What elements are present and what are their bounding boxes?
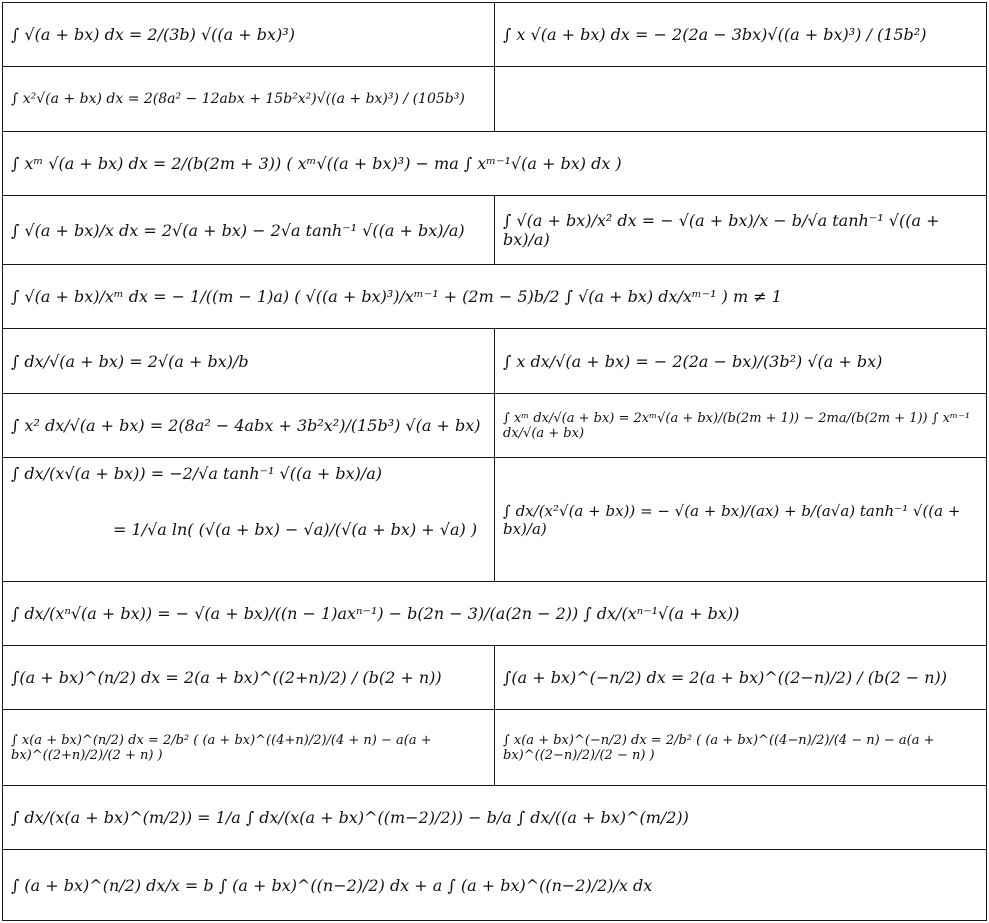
table-cell [2, 393, 495, 458]
table-cell [2, 849, 987, 921]
table-cell [2, 66, 495, 132]
formula: ∫(a + bx)^(n/2) dx = 2(a + bx)^((2+n)/2) / (b(2 + n)) [11, 668, 442, 687]
integral-table [2, 2, 987, 921]
formula: ∫ xᵐ √(a + bx) dx = 2/(b(2m + 3)) ( xᵐ√((a + bx)³) − ma ∫ xᵐ⁻¹√(a + bx) dx ) [11, 154, 622, 173]
formula: ∫ dx/√(a + bx) = 2√(a + bx)/b [11, 351, 249, 371]
formula: ∫ x(a + bx)^(n/2) dx = 2/b² ( (a + bx)^((4+n)/2)/(4 + n) − a(a + bx)^((2+n)/2)/(2 + n) ) [11, 732, 432, 763]
formula: ∫ √(a + bx)/x² dx = − √(a + bx)/x − b/√a tanh⁻¹ √((a + bx)/a) [503, 211, 940, 249]
formula: ∫ x(a + bx)^(−n/2) dx = 2/b² ( (a + bx)^((4−n)/2)/(4 − n) − a(a + bx)^((2−n)/2)/(2 − n) ) [503, 732, 935, 763]
table-cell [494, 457, 987, 582]
formula: ∫ dx/(x√(a + bx)) = −2/√a tanh⁻¹ √((a + bx)/a) [11, 464, 383, 483]
table-cell [2, 581, 987, 646]
formula: ∫ dx/(xⁿ√(a + bx)) = − √(a + bx)/((n − 1)axⁿ⁻¹) − b(2n − 3)/(a(2n − 2)) ∫ dx/(xⁿ⁻¹√(a + bx)) [11, 604, 740, 623]
formula: ∫ xᵐ dx/√(a + bx) = 2xᵐ√(a + bx)/(b(2m + 1)) − 2ma/(b(2m + 1)) ∫ xᵐ⁻¹ dx/√(a + bx) [503, 410, 971, 441]
formula: ∫ dx/(x(a + bx)^(m/2)) = 1/a ∫ dx/(x(a + bx)^((m−2)/2)) − b/a ∫ dx/((a + bx)^(m/2)) [11, 808, 689, 827]
formula: ∫ dx/(x²√(a + bx)) = − √(a + bx)/(ax) + b/(a√a) tanh⁻¹ √((a + bx)/a) [503, 501, 961, 538]
table-cell [2, 457, 495, 582]
table-cell [2, 328, 495, 394]
table-cell [2, 709, 495, 786]
formula: ∫ √(a + bx)/xᵐ dx = − 1/((m − 1)a) ( √((a + bx)³)/xᵐ⁻¹ + (2m − 5)b/2 ∫ √(a + bx) dx/xᵐ⁻¹ ) m ≠ 1 [11, 287, 782, 306]
table-cell [2, 195, 495, 265]
formula: ∫ x √(a + bx) dx = − 2(2a − 3bx)√((a + bx)³) / (15b²) [503, 25, 927, 44]
table-cell [494, 393, 987, 458]
table-cell [494, 195, 987, 265]
table-cell [2, 264, 987, 329]
formula: ∫ √(a + bx) dx = 2/(3b) √((a + bx)³) [11, 25, 295, 44]
formula: ∫ x² dx/√(a + bx) = 2(8a² − 4abx + 3b²x²)/(15b³) √(a + bx) [11, 416, 481, 435]
table-cell [2, 131, 987, 196]
table-cell [2, 2, 495, 67]
table-cell-empty [494, 66, 987, 132]
table-cell [2, 645, 495, 710]
formula: ∫ x dx/√(a + bx) = − 2(2a − bx)/(3b²) √(a + bx) [503, 351, 883, 371]
formula: ∫ (a + bx)^(n/2) dx/x = b ∫ (a + bx)^((n−2)/2) dx + a ∫ (a + bx)^((n−2)/2)/x dx [11, 875, 653, 895]
formula: ∫(a + bx)^(−n/2) dx = 2(a + bx)^((2−n)/2) / (b(2 − n)) [503, 668, 948, 687]
table-cell [494, 709, 987, 786]
table-cell [494, 328, 987, 394]
formula-continuation: = 1/√a ln( (√(a + bx) − √a)/(√(a + bx) + √a) ) [113, 520, 478, 539]
table-cell [2, 785, 987, 850]
formula: ∫ √(a + bx)/x dx = 2√(a + bx) − 2√a tanh⁻¹ √((a + bx)/a) [11, 220, 465, 240]
table-cell [494, 645, 987, 710]
formula: ∫ x²√(a + bx) dx = 2(8a² − 12abx + 15b²x²)√((a + bx)³) / (105b³) [11, 91, 465, 107]
table-cell [494, 2, 987, 67]
